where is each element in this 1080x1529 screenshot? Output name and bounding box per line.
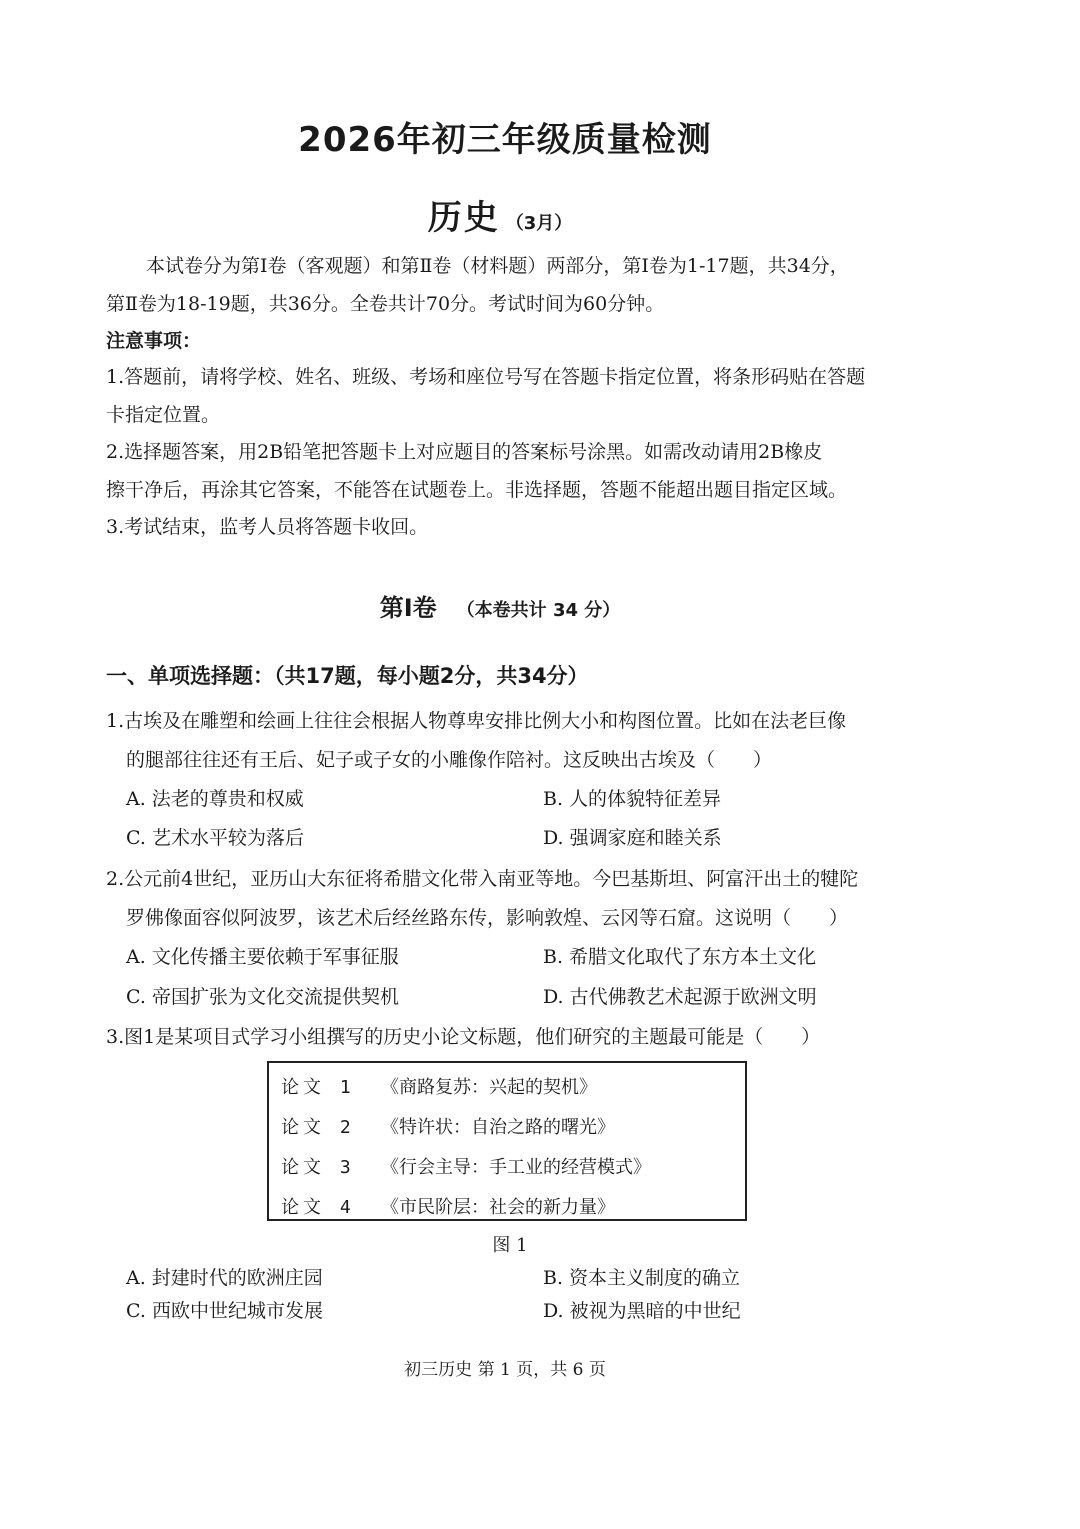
question-1-option-b: B. 人的体貌特征差异 <box>543 788 722 810</box>
page-footer: 初三历史 第 1 页，共 6 页 <box>404 1360 606 1380</box>
section-heading <box>0 588 1000 623</box>
figure-1-box <box>267 1061 747 1221</box>
question-2-option-c: C. 帝国扩张为文化交流提供契机 <box>126 986 399 1008</box>
question-2-option-a: A. 文化传播主要依赖于军事征服 <box>126 946 399 968</box>
question-2-option-b: B. 希腊文化取代了东方本土文化 <box>543 946 817 968</box>
question-3-option-d: D. 被视为黑暗的中世纪 <box>543 1300 741 1322</box>
question-3-stem: 3.图1是某项目式学习小组撰写的历史小论文标题，他们研究的主题最可能是（ ） <box>106 1026 821 1048</box>
notes-heading: 注意事项： <box>106 330 202 352</box>
note-line: 2.选择题答案，用2B铅笔把答题卡上对应题目的答案标号涂黑。如需改动请用2B橡皮 <box>106 441 823 463</box>
subject-month: （3月） <box>505 213 573 234</box>
paper-title-row <box>281 1153 651 1179</box>
paper-title: 《商路复苏：兴起的契机》 <box>381 1077 597 1098</box>
subject-name: 历史 <box>427 198 500 238</box>
paper-label: 论文 4 <box>281 1197 355 1218</box>
subject-heading <box>0 190 1000 239</box>
paper-title: 《行会主导：手工业的经营模式》 <box>381 1157 651 1178</box>
part-heading: 一、单项选择题：（共17题，每小题2分，共34分） <box>106 664 589 688</box>
note-line: 3.考试结束，监考人员将答题卡收回。 <box>106 516 429 538</box>
question-1-option-c: C. 艺术水平较为落后 <box>126 827 304 849</box>
question-3-option-a: A. 封建时代的欧洲庄园 <box>126 1267 323 1289</box>
question-1-stem: 的腿部往往还有王后、妃子或子女的小雕像作陪衬。这反映出古埃及（ ） <box>126 749 773 771</box>
note-line: 卡指定位置。 <box>106 404 221 426</box>
note-line: 擦干净后，再涂其它答案，不能答在试题卷上。非选择题，答题不能超出题目指定区域。 <box>106 479 848 501</box>
paper-title-row <box>281 1073 597 1099</box>
question-3-option-b: B. 资本主义制度的确立 <box>543 1267 741 1289</box>
figure-1-caption: 图 1 <box>492 1235 528 1256</box>
question-2-stem: 罗佛像面容似阿波罗，该艺术后经丝路东传，影响敦煌、云冈等石窟。这说明（ ） <box>126 907 849 929</box>
paper-label: 论文 2 <box>281 1117 355 1138</box>
section-note: （本卷共计 34 分） <box>456 600 621 621</box>
paper-title: 《特许状：自治之路的曙光》 <box>381 1117 615 1138</box>
note-line: 1.答题前，请将学校、姓名、班级、考场和座位号写在答题卡指定位置，将条形码贴在答题 <box>106 366 866 388</box>
question-1-option-d: D. 强调家庭和睦关系 <box>543 827 722 849</box>
paper-label: 论文 3 <box>281 1157 355 1178</box>
intro-line-1: 本试卷分为第Ⅰ卷（客观题）和第Ⅱ卷（材料题）两部分，第Ⅰ卷为1-17题，共34分， <box>146 255 849 277</box>
paper-title: 《市民阶层：社会的新力量》 <box>381 1197 615 1218</box>
question-1-stem: 1.古埃及在雕塑和绘画上往往会根据人物尊卑安排比例大小和构图位置。比如在法老巨像 <box>106 710 847 732</box>
intro-line-2: 第Ⅱ卷为18-19题，共36分。全卷共计70分。考试时间为60分钟。 <box>106 293 665 315</box>
exam-title: 2026年初三年级质量检测 <box>298 120 712 160</box>
question-2-stem: 2.公元前4世纪，亚历山大东征将希腊文化带入南亚等地。今巴基斯坦、阿富汗出土的犍陀 <box>106 868 859 890</box>
paper-title-row <box>281 1193 615 1219</box>
section-title: 第Ⅰ卷 <box>379 594 437 622</box>
question-3-option-c: C. 西欧中世纪城市发展 <box>126 1300 323 1322</box>
paper-title-row <box>281 1113 615 1139</box>
question-1-option-a: A. 法老的尊贵和权威 <box>126 788 304 810</box>
question-2-option-d: D. 古代佛教艺术起源于欧洲文明 <box>543 986 817 1008</box>
paper-label: 论文 1 <box>281 1077 355 1098</box>
